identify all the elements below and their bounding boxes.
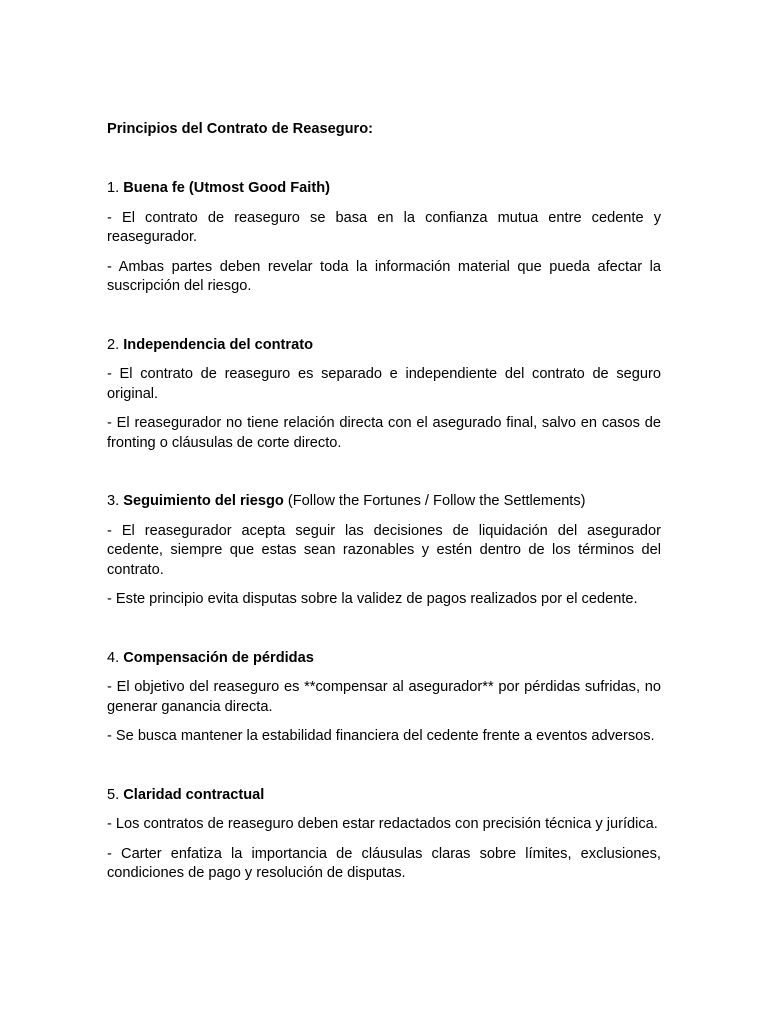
section-title: Claridad contractual bbox=[123, 786, 265, 803]
section-heading-3 bbox=[107, 492, 661, 512]
section-title: Independencia del contrato bbox=[123, 336, 313, 353]
section-number: 5. bbox=[107, 786, 124, 803]
section-2-paragraph-1: - El contrato de reaseguro es separado e independiente del contrato de seguro original. bbox=[107, 366, 661, 402]
section-4-paragraph-1: - El objetivo del reaseguro es **compensar al asegurador** por pérdidas sufridas, no generar ganancia directa. bbox=[107, 679, 661, 715]
section-3-paragraph-2: - Este principio evita disputas sobre la validez de pagos realizados por el cedente. bbox=[107, 591, 638, 607]
document-page bbox=[107, 120, 661, 884]
section-number: 4. bbox=[107, 649, 124, 666]
section-number: 2. bbox=[107, 336, 124, 353]
section-4-paragraph-2: - Se busca mantener la estabilidad financiera del cedente frente a eventos adversos. bbox=[107, 728, 655, 744]
section-title: Compensación de pérdidas bbox=[123, 649, 314, 666]
section-title: Buena fe (Utmost Good Faith) bbox=[123, 180, 330, 196]
section-subtitle: (Follow the Fortunes / Follow the Settlements) bbox=[283, 493, 586, 509]
section-number: 1. bbox=[107, 180, 124, 196]
section-title: Seguimiento del riesgo bbox=[123, 493, 284, 509]
section-5-paragraph-1: - Los contratos de reaseguro deben estar redactados con precisión técnica y jurídica. bbox=[107, 816, 658, 832]
section-number: 3. bbox=[107, 493, 124, 509]
section-1-paragraph-1: - El contrato de reaseguro se basa en la confianza mutua entre cedente y reasegurador. bbox=[107, 209, 661, 245]
section-1-paragraph-2: - Ambas partes deben revelar toda la información material que pueda afectar la suscripción del riesgo. bbox=[107, 258, 661, 294]
section-2-paragraph-2: - El reasegurador no tiene relación directa con el asegurado final, salvo en casos de fronting o cláusulas de corte directo. bbox=[107, 415, 661, 451]
section-heading-1 bbox=[107, 179, 661, 199]
section-heading-5 bbox=[107, 786, 661, 806]
section-5-paragraph-2: - Carter enfatiza la importancia de cláusulas claras sobre límites, exclusiones, condiciones de pago y resolución de disputas. bbox=[107, 845, 661, 881]
section-heading-2 bbox=[107, 336, 661, 356]
document-title: Principios del Contrato de Reaseguro: bbox=[107, 121, 373, 137]
section-heading-4 bbox=[107, 649, 661, 669]
section-3-paragraph-1: - El reasegurador acepta seguir las decisiones de liquidación del asegurador cedente, siempre que estas sean razonables y estén dentro de los términos del contrato. bbox=[107, 522, 661, 578]
